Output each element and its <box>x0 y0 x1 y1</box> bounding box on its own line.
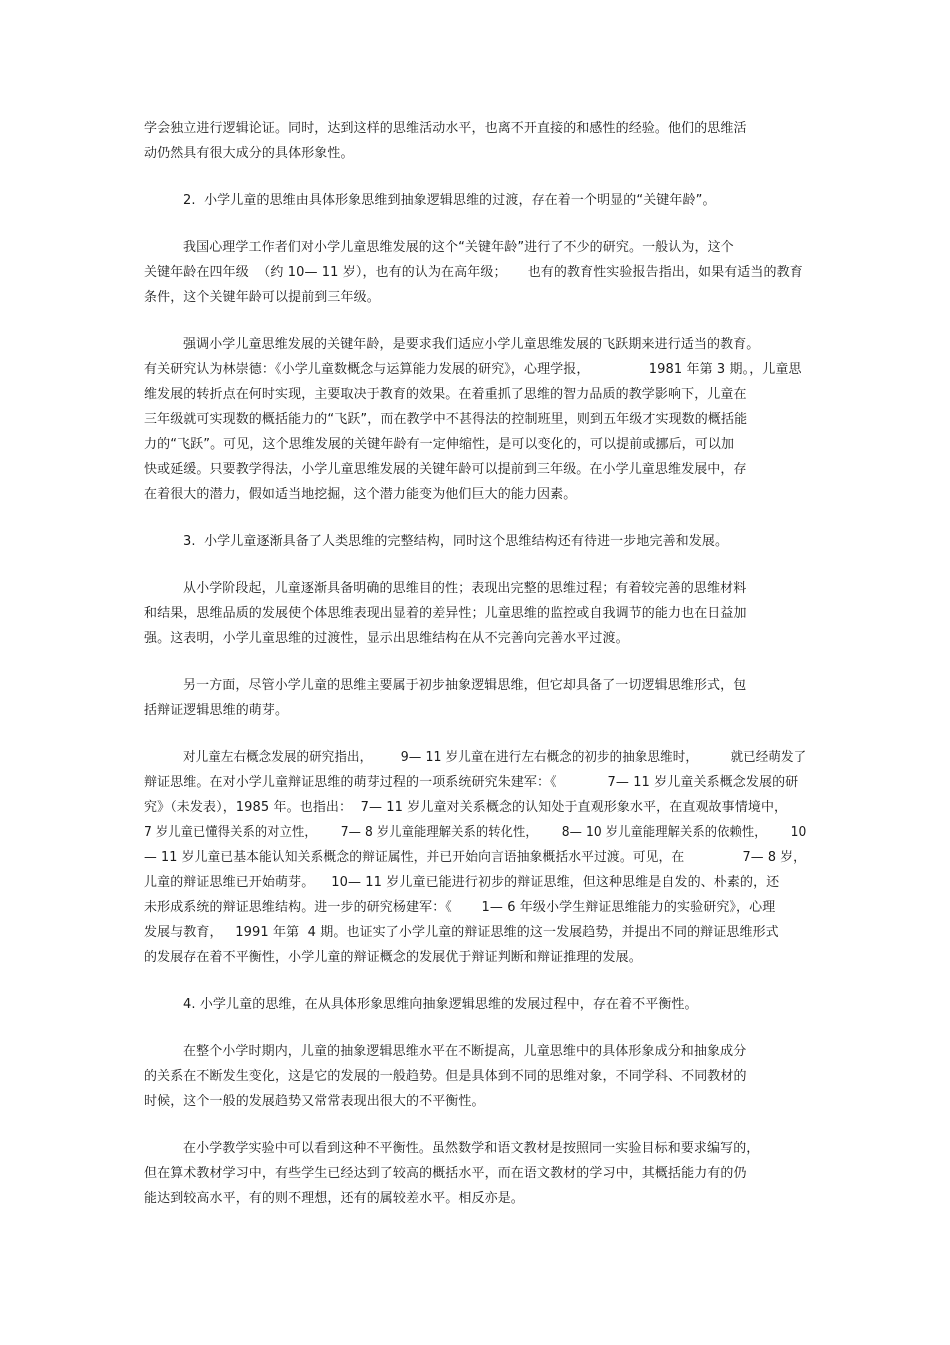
text-line: 维发展的转折点在何时实现，主要取决于教育的效果。在着重抓了思维的智力品质的教学影响下，儿童在 <box>144 387 747 402</box>
text-line: 条件，这个关键年龄可以提前到三年级。 <box>144 290 380 305</box>
text-line: 的发展存在着不平衡性，小学儿童的辩证概念的发展优于辩证判断和辩证推理的发展。 <box>144 950 642 965</box>
text-line: 在小学教学实验中可以看到这种不平衡性。虽然数学和语文教材是按照同一实验目标和要求编写的， <box>183 1141 760 1156</box>
text-line: 对儿童左右概念发展的研究指出， 9— 11 岁儿童在进行左右概念的初步的抽象思维时， 就已经萌发了 <box>183 750 807 765</box>
text-line: 有关研究认为林崇德：《小学儿童数概念与运算能力发展的研究》，心理学报， 1981 年第 3 期。，儿童思 <box>144 362 802 377</box>
text-line: 括辩证逻辑思维的萌芽。 <box>144 703 289 718</box>
text-line: 究》（未发表），1985 年。也指出： 7— 11 岁儿童对关系概念的认知处于直观形象水平，在直观故事情境中， <box>144 800 788 815</box>
section-heading: 4. 小学儿童的思维，在从具体形象思维向抽象逻辑思维的发展过程中，存在着不平衡性。 <box>183 997 698 1012</box>
text-line: 三年级就可实现数的概括能力的“飞跃”，而在教学中不甚得法的控制班里，则到五年级才实现数的概括能 <box>144 412 748 427</box>
text-line: 另一方面，尽管小学儿童的思维主要属于初步抽象逻辑思维，但它却具备了一切逻辑思维形式，包 <box>183 678 747 693</box>
text-line: 和结果，思维品质的发展使个体思维表现出显着的差异性；儿童思维的监控或自我调节的能力也在日益加 <box>144 606 747 621</box>
text-line: 力的“飞跃”。可见，这个思维发展的关键年龄有一定伸缩性，是可以变化的，可以提前或挪后，可以加 <box>144 437 735 452</box>
text-line: 儿童的辩证思维已开始萌芽。 10— 11 岁儿童已能进行初步的辩证思维，但这种思维是自发的、朴素的，还 <box>144 875 780 890</box>
text-line: — 11 岁儿童已基本能认知关系概念的辩证属性，并已开始向言语抽象概括水平过渡。可见，在 7— 8 岁， <box>144 850 806 865</box>
text-line: 强调小学儿童思维发展的关键年龄，是要求我们适应小学儿童思维发展的飞跃期来进行适当的教育。 <box>183 337 760 352</box>
section-heading: 3. 小学儿童逐渐具备了人类思维的完整结构，同时这个思维结构还有待进一步地完善和发展。 <box>183 534 729 549</box>
text-line: 的关系在不断发生变化，这是它的发展的一般趋势。但是具体到不同的思维对象，不同学科、不同教材的 <box>144 1069 747 1084</box>
text-line: 动仍然具有很大成分的具体形象性。 <box>144 146 354 161</box>
text-line: 但在算术教材学习中，有些学生已经达到了较高的概括水平，而在语文教材的学习中，其概括能力有的仍 <box>144 1166 747 1181</box>
text-line: 关键年龄在四年级 （约 10— 11 岁），也有的认为在高年级； 也有的教育性实验报告指出，如果有适当的教育 <box>144 265 803 280</box>
text-line: 从小学阶段起，儿童逐渐具备明确的思维目的性；表现出完整的思维过程；有着较完善的思维材料 <box>183 581 747 596</box>
text-line: 辩证思维。在对小学儿童辩证思维的萌芽过程的一项系统研究朱建军：《 7— 11 岁儿童关系概念发展的研 <box>144 775 799 790</box>
text-line: 未形成系统的辩证思维结构。进一步的研究杨建军：《 1— 6 年级小学生辩证思维能力的实验研究》，心理 <box>144 900 776 915</box>
text-line: 在整个小学时期内，儿童的抽象逻辑思维水平在不断提高，儿童思维中的具体形象成分和抽象成分 <box>183 1044 747 1059</box>
text-line: 学会独立进行逻辑论证。同时，达到这样的思维活动水平，也离不开直接的和感性的经验。他们的思维活 <box>144 121 747 136</box>
text-line: 我国心理学工作者们对小学儿童思维发展的这个“关键年龄”进行了不少的研究。一般认为，这个 <box>183 240 734 255</box>
text-line: 快或延缓。只要教学得法，小学儿童思维发展的关键年龄可以提前到三年级。在小学儿童思维发展中，存 <box>144 462 747 477</box>
text-line: 能达到较高水平，有的则不理想，还有的属较差水平。相反亦是。 <box>144 1191 524 1206</box>
text-line: 强。这表明，小学儿童思维的过渡性，显示出思维结构在从不完善向完善水平过渡。 <box>144 631 629 646</box>
text-line: 发展与教育， 1991 年第 4 期。也证实了小学儿童的辩证思维的这一发展趋势，并提出不同的辩证思维形式 <box>144 925 779 940</box>
text-line: 时候，这个一般的发展趋势又常常表现出很大的不平衡性。 <box>144 1094 485 1109</box>
text-line: 7 岁儿童已懂得关系的对立性， 7— 8 岁儿童能理解关系的转化性， 8— 10 岁儿童能理解关系的依赖性， 10 <box>144 825 807 840</box>
text-line: 在着很大的潜力，假如适当地挖掘，这个潜力能变为他们巨大的能力因素。 <box>144 487 577 502</box>
section-heading: 2. 小学儿童的思维由具体形象思维到抽象逻辑思维的过渡，存在着一个明显的“关键年龄”。 <box>183 193 716 208</box>
